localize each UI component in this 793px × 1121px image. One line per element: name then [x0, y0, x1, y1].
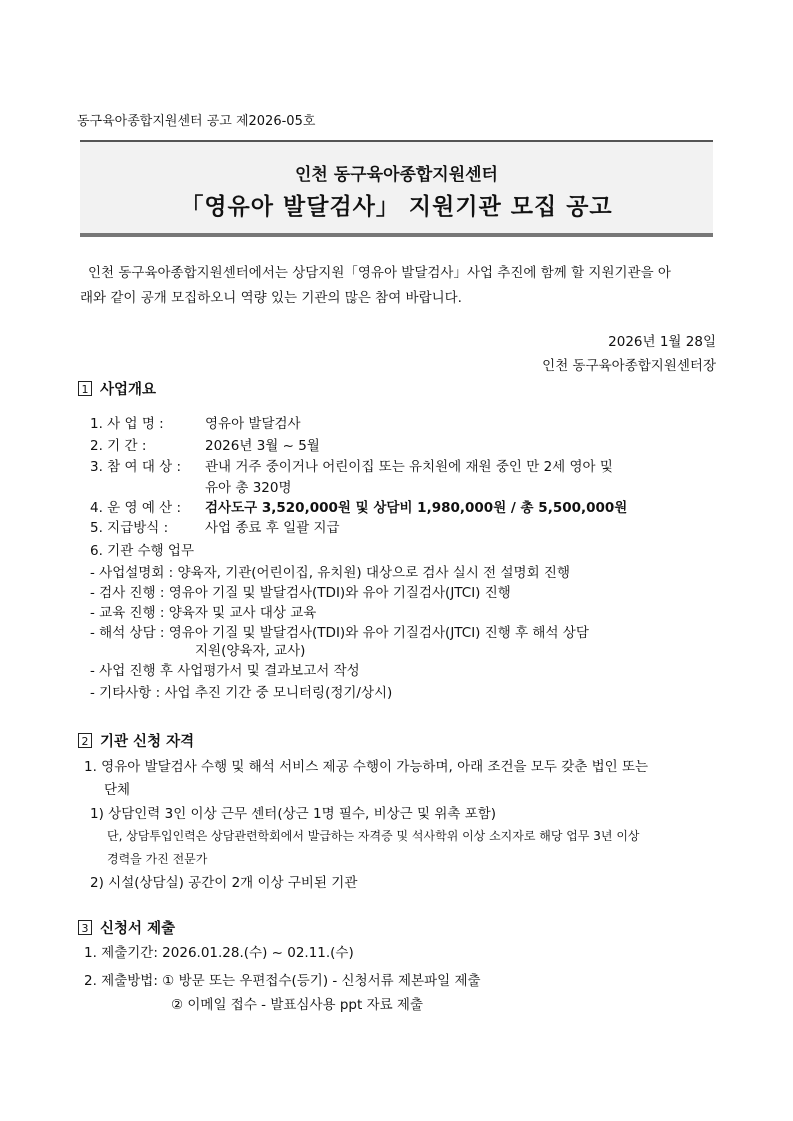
item-target-value: 관내 거주 중이거나 어린이집 또는 유치원에 재원 중인 만 2세 영아 및: [205, 459, 613, 475]
section-3-heading: [78, 917, 175, 938]
item-target-value-cont: 유아 총 320명: [205, 480, 292, 496]
qualification-note-cont: 경력을 가진 전문가: [107, 852, 208, 866]
issuer: 인천 동구육아종합지원센터장: [542, 358, 716, 374]
section-number-box: 2: [78, 733, 92, 748]
section-title: 신청서 제출: [100, 921, 176, 937]
submission-method-2: ② 이메일 접수 - 발표심사용 ppt 자료 제출: [171, 997, 424, 1013]
section-title: 사업개요: [100, 382, 157, 398]
duty-item-cont: 지원(양육자, 교사): [195, 643, 306, 659]
item-payment-label: 5. 지급방식 :: [90, 520, 169, 536]
item-budget-value: 검사도구 3,520,000원 및 상담비 1,980,000원 / 총 5,500,000원: [205, 500, 628, 516]
submission-method-1: 2. 제출방법: ① 방문 또는 우편접수(등기) - 신청서류 제본파일 제출: [84, 973, 481, 989]
item-name-value: 영유아 발달검사: [205, 416, 301, 432]
qualification-sub-1: 1) 상담인력 3인 이상 근무 센터(상근 1명 필수, 비상근 및 위촉 포함): [90, 806, 497, 822]
item-payment-value: 사업 종료 후 일괄 지급: [205, 520, 340, 536]
qualification-sub-2: 2) 시설(상담실) 공간이 2개 이상 구비된 기관: [90, 875, 358, 891]
duty-item: - 사업 진행 후 사업평가서 및 결과보고서 작성: [90, 663, 360, 679]
qualification-note: 단, 상담투입인력은 상담관련학회에서 발급하는 자격증 및 석사학위 이상 소지자로 해당 업무 3년 이상: [107, 829, 640, 843]
intro-paragraph: [80, 261, 716, 311]
intro-line-2: 래와 같이 공개 모집하오니 역량 있는 기관의 많은 참여 바랍니다.: [80, 290, 462, 306]
duty-item: - 기타사항 : 사업 추진 기간 중 모니터링(정기/상시): [90, 685, 393, 701]
title-organization: 인천 동구육아종합지원센터: [295, 165, 498, 185]
submission-period: 1. 제출기간: 2026.01.28.(수) ~ 02.11.(수): [84, 945, 354, 961]
duty-item: - 사업설명회 : 양육자, 기관(어린이집, 유치원) 대상으로 검사 실시 전 설명회 진행: [90, 565, 571, 581]
duty-item: - 교육 진행 : 양육자 및 교사 대상 교육: [90, 605, 317, 621]
section-title: 기관 신청 자격: [100, 734, 195, 750]
item-period-value: 2026년 3월 ~ 5월: [205, 438, 320, 454]
section-2-heading: [78, 730, 194, 751]
section-number-box: 1: [78, 381, 92, 396]
intro-line-1: 인천 동구육아종합지원센터에서는 상담지원「영유아 발달검사」사업 추진에 함께 할 지원기관을 아: [88, 265, 671, 281]
item-target-label: 3. 참 여 대 상 :: [90, 459, 182, 475]
duty-item: - 해석 상담 : 영유아 기질 및 발달검사(TDI)와 유아 기질검사(JTCI) 진행 후 해석 상담: [90, 625, 589, 641]
item-budget-label: 4. 운 영 예 산 :: [90, 500, 182, 516]
qualification-line-cont: 단체: [104, 782, 131, 798]
qualification-line: 1. 영유아 발달검사 수행 및 해석 서비스 제공 수행이 가능하며, 아래 조건을 모두 갖춘 법인 또는: [84, 759, 649, 775]
item-name-label: 1. 사 업 명 :: [90, 416, 164, 432]
item-duties-label: 6. 기관 수행 업무: [90, 543, 194, 559]
notice-number: 동구육아종합지원센터 공고 제2026-05호: [77, 114, 316, 129]
title-box: [80, 140, 713, 237]
section-1-heading: [78, 378, 156, 399]
page-title: 「영유아 발달검사」 지원기관 모집 공고: [180, 194, 613, 220]
issue-date: 2026년 1월 28일: [608, 334, 716, 350]
section-number-box: 3: [78, 920, 92, 935]
duty-item: - 검사 진행 : 영유아 기질 및 발달검사(TDI)와 유아 기질검사(JTCI) 진행: [90, 585, 511, 601]
item-period-label: 2. 기 간 :: [90, 438, 147, 454]
